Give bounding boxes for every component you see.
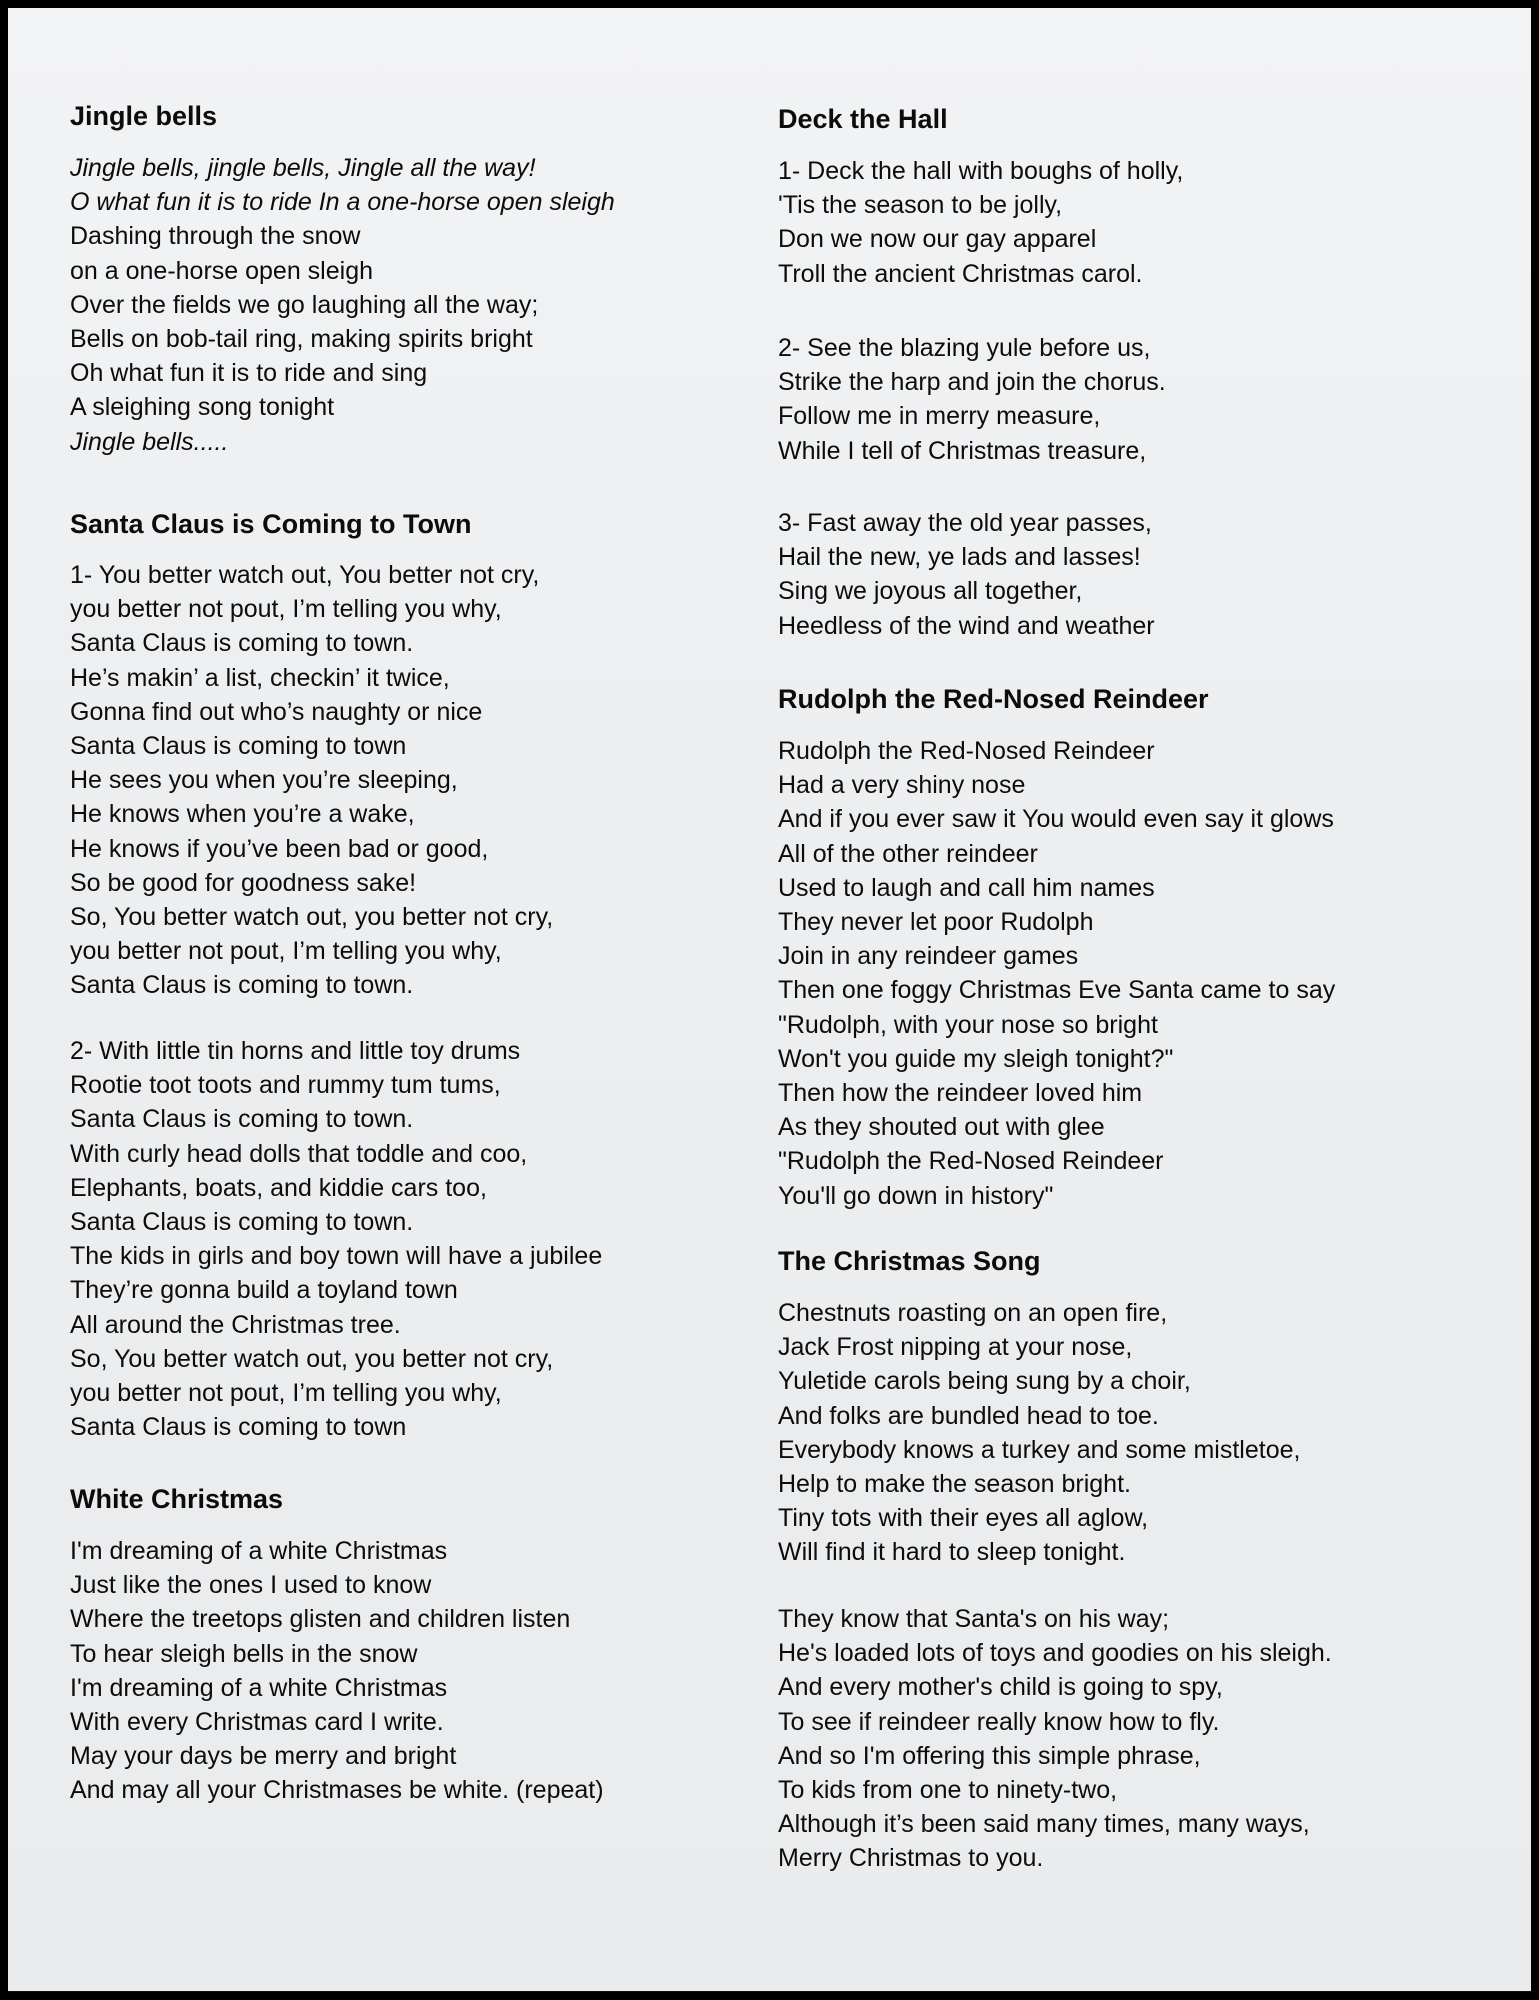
lyric-line: Don we now our gay apparel — [778, 225, 1097, 254]
lyric-line: Santa Claus is coming to town. — [70, 629, 414, 658]
verse — [778, 1602, 1332, 1876]
lyric-line: 1- Deck the hall with boughs of holly, — [778, 157, 1184, 185]
lyric-line: O what fun it is to ride In a one-horse open sleigh — [70, 188, 615, 217]
lyric-line: Tiny tots with their eyes all aglow, — [778, 1504, 1149, 1533]
lyric-line: Santa Claus is coming to town — [70, 1413, 407, 1442]
verse — [778, 1296, 1300, 1570]
lyric-line: 2- See the blazing yule before us, — [778, 334, 1151, 362]
lyric-line: A sleighing song tonight — [70, 393, 335, 422]
lyric-line: Had a very shiny nose — [778, 771, 1026, 800]
lyric-line: He knows when you’re a wake, — [70, 800, 415, 829]
lyric-line: Santa Claus is coming to town. — [70, 971, 414, 1000]
lyric-line: Jingle bells, jingle bells, Jingle all the way! — [70, 154, 536, 182]
lyric-line: He’s makin’ a list, checkin’ it twice, — [70, 663, 450, 692]
song-title: Jingle bells — [70, 101, 218, 131]
lyric-line: He's loaded lots of toys and goodies on his sleigh. — [778, 1639, 1332, 1668]
lyric-line: Dashing through the snow — [70, 222, 361, 251]
lyric-line: you better not pout, I’m telling you why, — [70, 1379, 502, 1408]
lyric-line: To hear sleigh bells in the snow — [70, 1639, 418, 1668]
lyric-line: Will find it hard to sleep tonight. — [778, 1538, 1126, 1567]
lyric-line: Strike the harp and join the chorus. — [778, 368, 1166, 397]
lyric-line: All of the other reindeer — [778, 839, 1038, 868]
lyric-line: 1- You better watch out, You better not cry, — [70, 561, 540, 589]
verse — [70, 1034, 602, 1444]
lyric-line: You'll go down in history" — [778, 1181, 1054, 1210]
lyric-line: While I tell of Christmas treasure, — [778, 436, 1147, 465]
lyric-line: Just like the ones I used to know — [70, 1571, 432, 1600]
lyric-line: "Rudolph, with your nose so bright — [778, 1010, 1158, 1039]
lyric-line: He knows if you’ve been bad or good, — [70, 834, 489, 863]
lyric-line: To kids from one to ninety-two, — [778, 1776, 1118, 1805]
song-title: Rudolph the Red-Nosed Reindeer — [778, 684, 1209, 714]
lyric-line: you better not pout, I’m telling you why, — [70, 595, 502, 624]
lyric-line: To see if reindeer really know how to fly. — [778, 1707, 1220, 1736]
lyric-line: So be good for goodness sake! — [70, 868, 417, 897]
lyric-line: As they shouted out with glee — [778, 1113, 1105, 1142]
lyric-line: you better not pout, I’m telling you why, — [70, 937, 502, 966]
lyric-line: Follow me in merry measure, — [778, 402, 1101, 431]
verse — [778, 154, 1183, 291]
verse — [778, 734, 1335, 1213]
lyric-line: And so I'm offering this simple phrase, — [778, 1741, 1201, 1770]
lyric-line: Jack Frost nipping at your nose, — [778, 1333, 1133, 1362]
lyric-line: Elephants, boats, and kiddie cars too, — [70, 1173, 487, 1202]
verse — [70, 1534, 604, 1808]
lyric-line: Help to make the season bright. — [778, 1470, 1131, 1499]
lyric-line: I'm dreaming of a white Christmas — [70, 1673, 448, 1702]
lyric-line: Santa Claus is coming to town. — [70, 1105, 414, 1134]
lyric-line: Then one foggy Christmas Eve Santa came to say — [778, 976, 1336, 1005]
lyric-line: on a one-horse open sleigh — [70, 256, 374, 285]
lyric-line: May your days be merry and bright — [70, 1742, 457, 1771]
lyric-line: And folks are bundled head to toe. — [778, 1401, 1159, 1430]
lyric-line: Santa Claus is coming to town. — [70, 1208, 414, 1237]
lyric-line: Where the treetops glisten and children listen — [70, 1605, 571, 1634]
lyric-line: He sees you when you’re sleeping, — [70, 766, 458, 795]
verse — [778, 506, 1155, 643]
lyric-line: Join in any reindeer games — [778, 942, 1079, 971]
lyric-line: With curly head dolls that toddle and coo, — [70, 1139, 528, 1168]
lyric-line: Won't you guide my sleigh tonight?" — [778, 1044, 1174, 1073]
verse — [70, 151, 615, 459]
lyric-line: The kids in girls and boy town will have a jubilee — [70, 1242, 603, 1271]
lyric-line: All around the Christmas tree. — [70, 1310, 401, 1339]
lyric-line: Merry Christmas to you. — [778, 1844, 1044, 1873]
song-title: Deck the Hall — [778, 104, 948, 134]
lyric-line: They’re gonna build a toyland town — [70, 1276, 458, 1305]
lyric-line: Oh what fun it is to ride and sing — [70, 359, 428, 388]
lyric-line: Then how the reindeer loved him — [778, 1079, 1143, 1108]
lyric-line: And every mother's child is going to spy, — [778, 1673, 1223, 1702]
song-title: Santa Claus is Coming to Town — [70, 509, 472, 539]
song-title: The Christmas Song — [778, 1246, 1041, 1276]
lyric-line: Jingle bells..... — [70, 427, 229, 456]
lyric-line: Although it’s been said many times, many ways, — [778, 1810, 1310, 1839]
lyric-line: Hail the new, ye lads and lasses! — [778, 543, 1141, 572]
lyric-line: Yuletide carols being sung by a choir, — [778, 1367, 1191, 1396]
lyric-line: Over the fields we go laughing all the way; — [70, 290, 539, 319]
lyric-line: So, You better watch out, you better not cry, — [70, 1344, 554, 1373]
lyric-line: And if you ever saw it You would even say it glows — [778, 805, 1334, 834]
verse — [70, 558, 553, 1003]
lyric-line: 2- With little tin horns and little toy drums — [70, 1037, 521, 1065]
lyric-line: So, You better watch out, you better not cry, — [70, 903, 554, 932]
lyric-line: They know that Santa's on his way; — [778, 1605, 1170, 1633]
lyric-line: With every Christmas card I write. — [70, 1708, 444, 1737]
lyric-line: "Rudolph the Red-Nosed Reindeer — [778, 1147, 1164, 1176]
lyric-line: Bells on bob-tail ring, making spirits bright — [70, 325, 533, 354]
lyric-line: Used to laugh and call him names — [778, 873, 1155, 902]
lyric-line: Chestnuts roasting on an open fire, — [778, 1299, 1168, 1327]
lyric-line: Gonna find out who’s naughty or nice — [70, 697, 483, 726]
lyric-line: Everybody knows a turkey and some mistletoe, — [778, 1435, 1301, 1464]
lyric-line: Troll the ancient Christmas carol. — [778, 259, 1143, 288]
lyric-line: I'm dreaming of a white Christmas — [70, 1537, 448, 1565]
lyric-line: Heedless of the wind and weather — [778, 611, 1155, 640]
lyrics-sheet — [8, 8, 1531, 1991]
lyric-line: Rootie toot toots and rummy tum tums, — [70, 1071, 501, 1100]
lyric-line: They never let poor Rudolph — [778, 908, 1094, 937]
lyric-line: 'Tis the season to be jolly, — [778, 191, 1063, 220]
lyric-line: Santa Claus is coming to town — [70, 732, 407, 761]
lyric-line: 3- Fast away the old year passes, — [778, 509, 1152, 537]
lyric-line: Rudolph the Red-Nosed Reindeer — [778, 737, 1155, 765]
lyric-line: And may all your Christmases be white. (repeat) — [70, 1776, 604, 1805]
verse — [778, 331, 1166, 468]
song-title: White Christmas — [70, 1484, 284, 1514]
lyric-line: Sing we joyous all together, — [778, 577, 1083, 606]
